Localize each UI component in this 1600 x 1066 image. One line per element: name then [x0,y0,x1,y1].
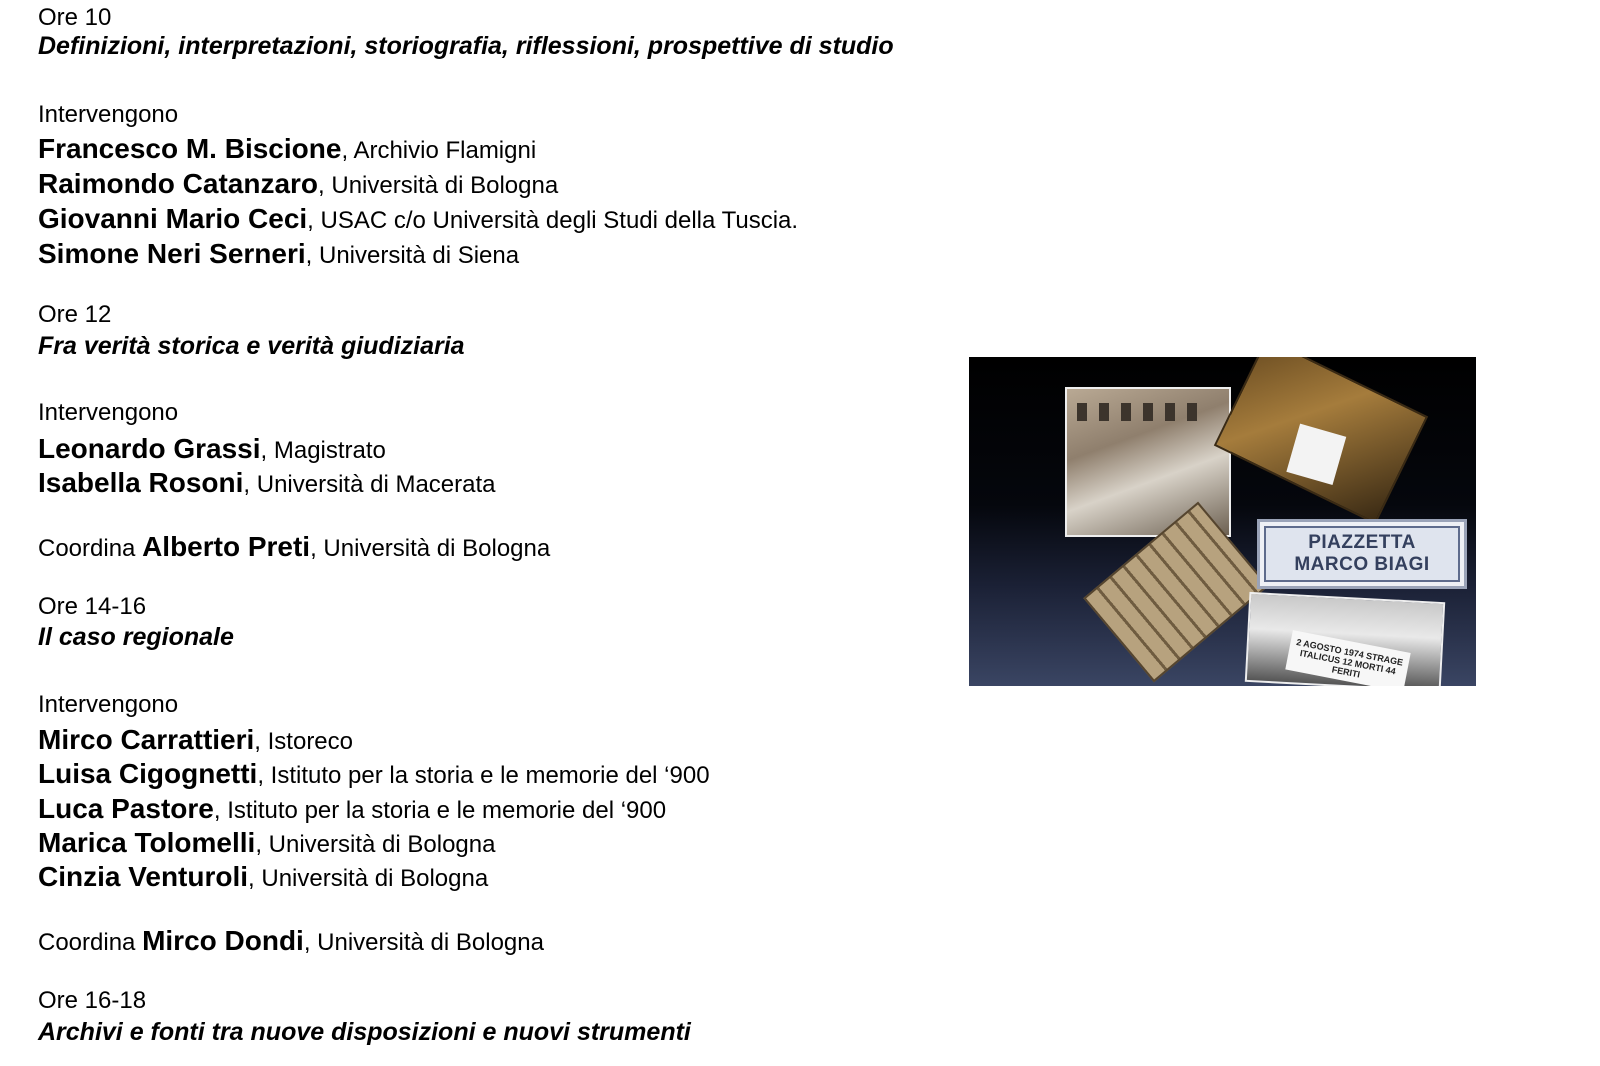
coordinator-affiliation: , Università di Bologna [310,535,551,562]
speaker-affiliation: , Magistrato [260,437,386,464]
speaker-affiliation: , Università di Bologna [255,831,496,858]
session-1-topic: Definizioni, interpretazioni, storiografia, riflessioni, prospettive di studio [38,32,894,60]
speaker-line [38,134,536,166]
speaker-line [38,169,558,201]
speaker-name: Giovanni Mario Ceci [38,203,308,234]
speaker-affiliation: , Università di Bologna [248,865,489,892]
speaker-line [38,204,798,236]
session-3-intervene-label: Intervengono [38,691,179,718]
coordinator-affiliation: , Università di Bologna [303,929,544,956]
session-2-topic: Fra verità storica e verità giudiziaria [38,332,465,360]
speaker-affiliation: , Archivio Flamigni [341,137,537,164]
coordinator-name: Mirco Dondi [142,925,304,956]
coordinator-name: Alberto Preti [142,531,311,562]
speaker-affiliation: , Istituto per la storia e le memorie del ‘900 [257,762,710,789]
session-4-time: Ore 16-18 [38,987,147,1014]
speaker-name: Francesco M. Biscione [38,133,342,164]
session-3-topic: Il caso regionale [38,623,234,651]
coordinator-label: Coordina [38,535,143,562]
street-sign-photo [1257,519,1467,589]
coordinator-line [38,532,550,564]
session-1-intervene-label: Intervengono [38,101,179,128]
speaker-name: Luca Pastore [38,793,214,824]
sign-line-2: MARCO BIAGI [1294,554,1430,575]
speaker-affiliation: , Istoreco [254,728,354,755]
speaker-affiliation: , Università di Bologna [318,172,559,199]
session-1-time: Ore 10 [38,4,112,31]
speaker-line [38,759,710,791]
speaker-name: Raimondo Catanzaro [38,168,319,199]
speaker-affiliation: , Università di Siena [305,242,520,269]
speaker-name: Mirco Carrattieri [38,724,255,755]
speaker-affiliation: , Istituto per la storia e le memorie del ‘900 [213,797,667,824]
photo-collage [969,357,1476,686]
speaker-name: Cinzia Venturoli [38,861,249,892]
speaker-line [38,828,495,860]
coordinator-label: Coordina [38,929,143,956]
session-2-time: Ore 12 [38,301,112,328]
speaker-name: Luisa Cigognetti [38,758,258,789]
speaker-name: Simone Neri Serneri [38,238,306,269]
march-banner-photo [1245,592,1445,686]
speaker-line [38,434,386,466]
speaker-name: Marica Tolomelli [38,827,256,858]
speaker-name: Leonardo Grassi [38,433,261,464]
courtroom-photo [1214,357,1428,524]
speaker-line [38,862,488,894]
speaker-affiliation: , Università di Macerata [243,471,496,498]
speaker-line [38,468,496,500]
coordinator-line [38,926,544,958]
speaker-affiliation: , USAC c/o Università degli Studi della Tuscia. [307,207,799,234]
speaker-line [38,239,519,271]
speaker-line [38,794,666,826]
session-4-topic: Archivi e fonti tra nuove disposizioni e nuovi strumenti [38,1018,691,1046]
banner-text: 2 AGOSTO 1974 STRAGE ITALICUS 12 MORTI 44 FERITI [1285,630,1410,686]
sign-line-1: PIAZZETTA [1308,532,1416,553]
speaker-name: Isabella Rosoni [38,467,244,498]
session-2-intervene-label: Intervengono [38,399,179,426]
session-3-time: Ore 14-16 [38,593,147,620]
speaker-line [38,725,353,757]
